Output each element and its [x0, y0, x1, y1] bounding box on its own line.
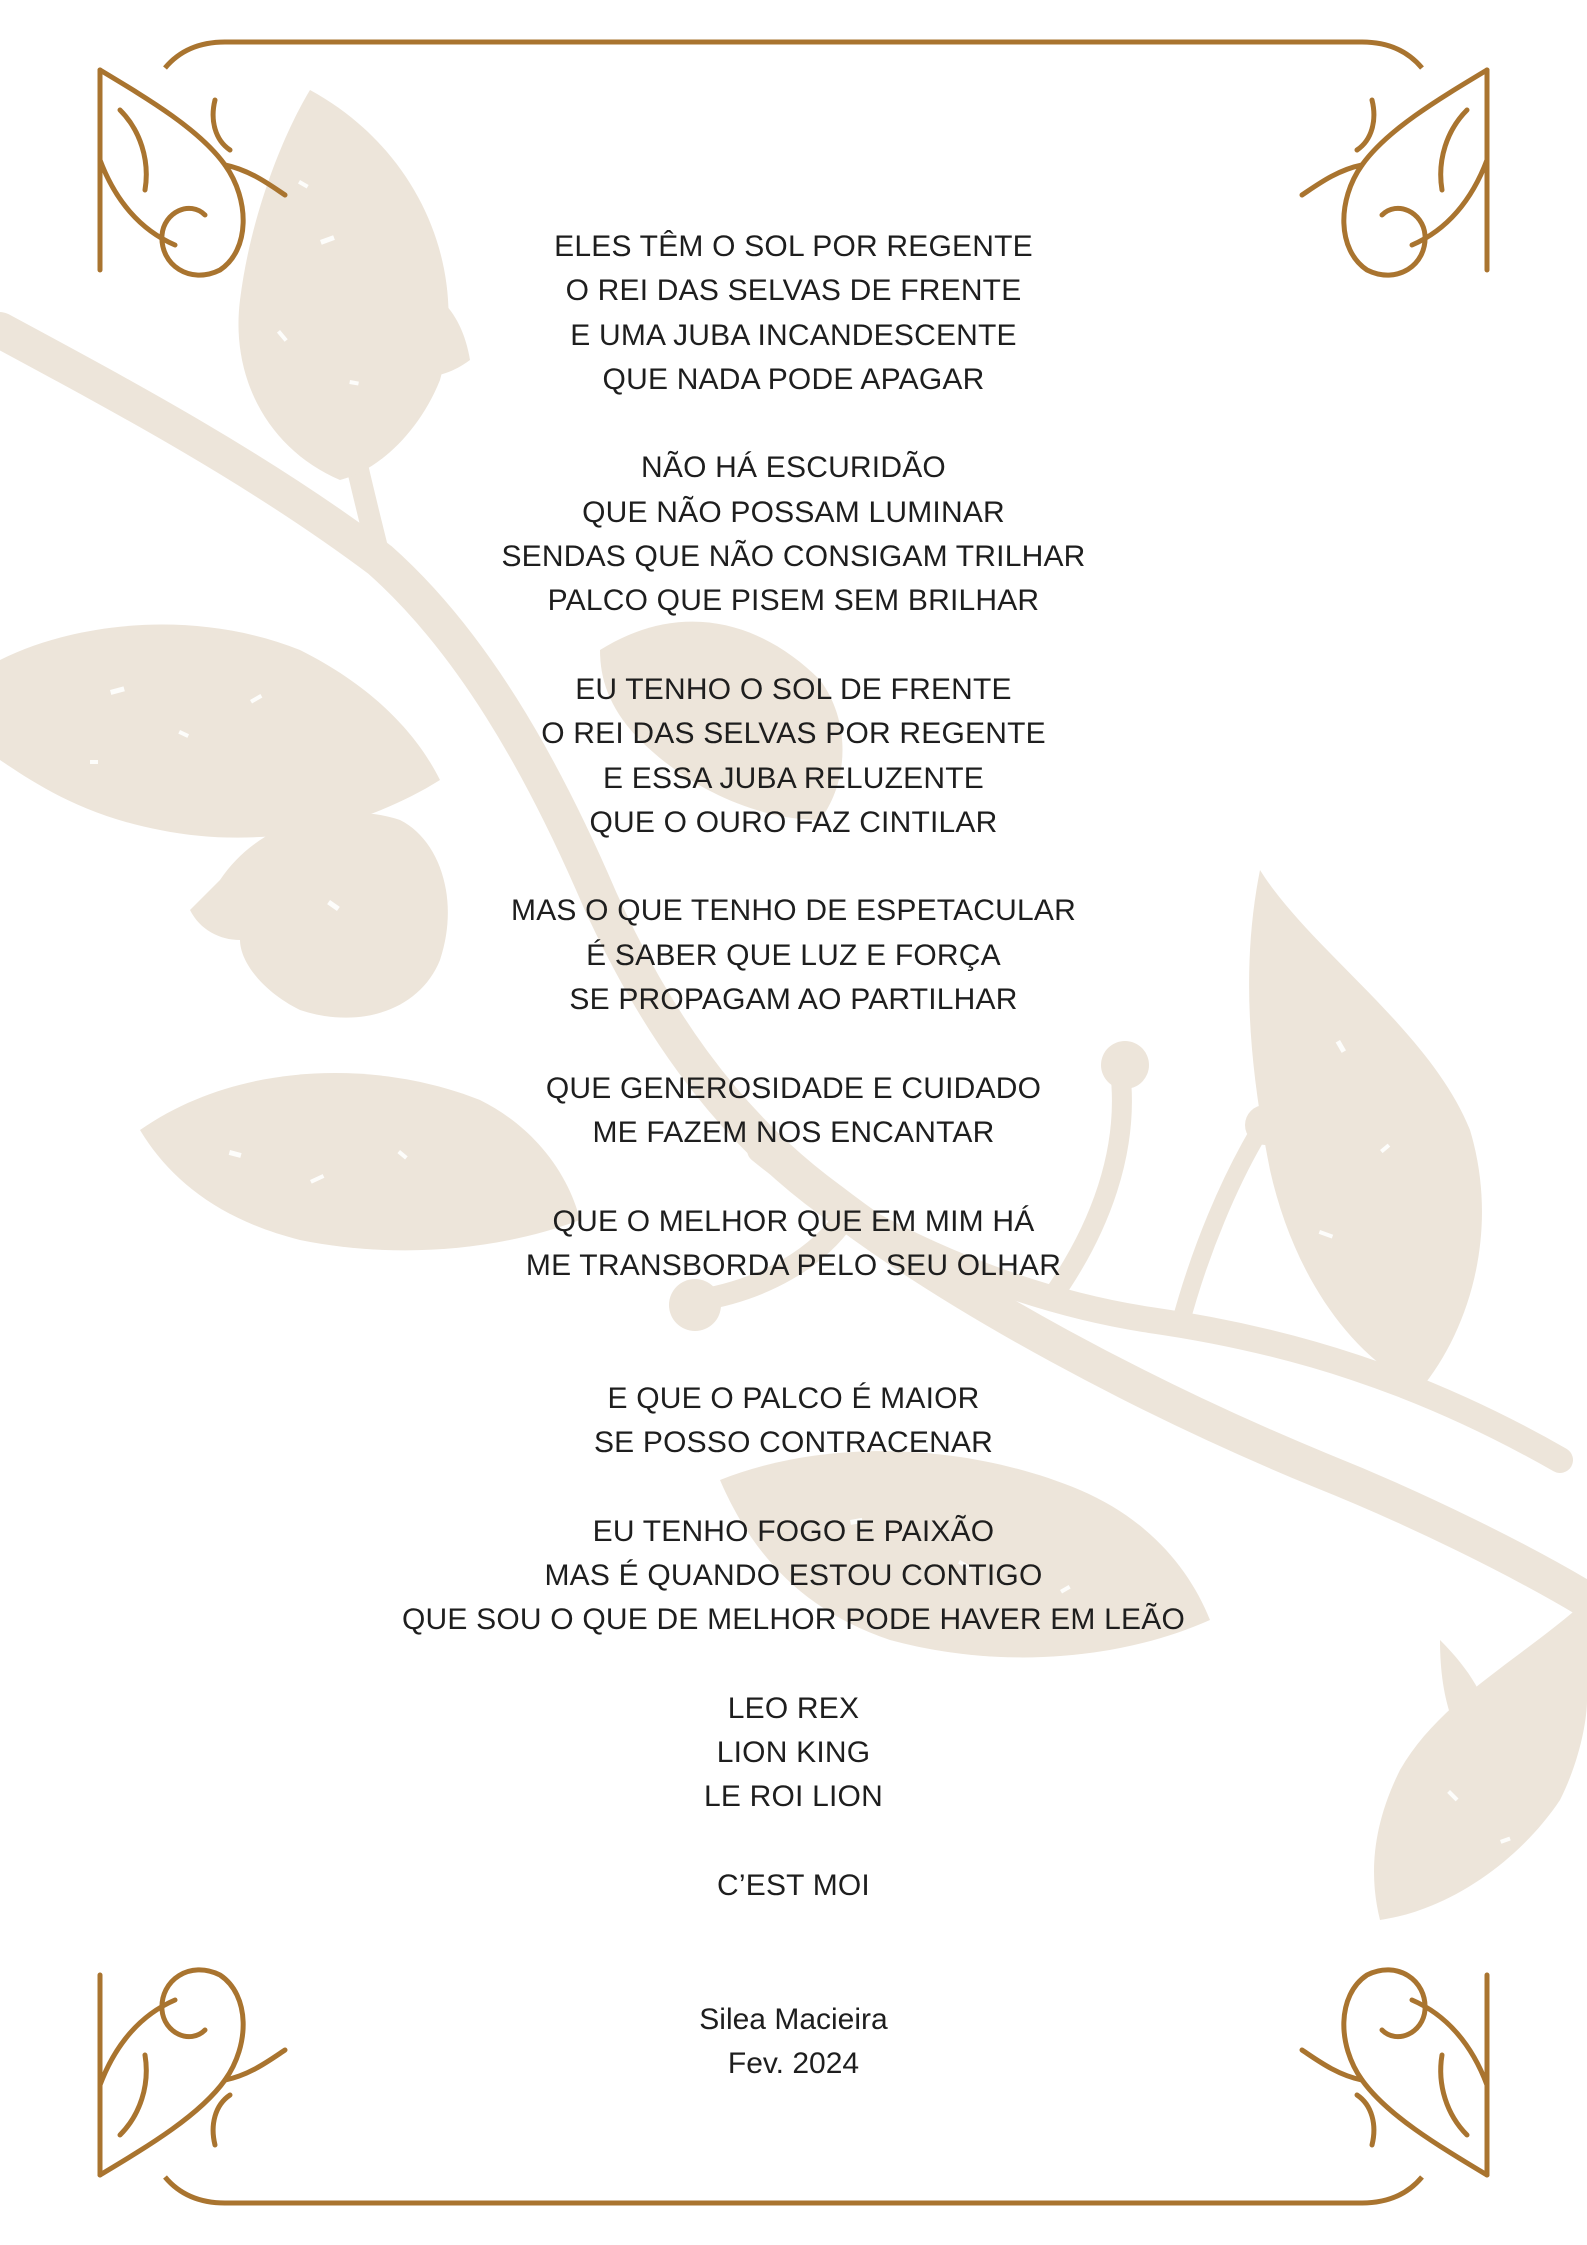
- poem-line: QUE O OURO FAZ CINTILAR: [589, 805, 998, 839]
- poem-line: LE ROI LION: [704, 1780, 883, 1814]
- poem-line: É SABER QUE LUZ E FORÇA: [586, 938, 1001, 972]
- poem-date: Fev. 2024: [727, 2047, 860, 2080]
- poem-line: LEO REX: [727, 1691, 860, 1725]
- poem-line: QUE O MELHOR QUE EM MIM HÁ: [552, 1204, 1035, 1238]
- poem-line: ME TRANSBORDA PELO SEU OLHAR: [525, 1248, 1062, 1282]
- poem-line: QUE NÃO POSSAM LUMINAR: [582, 495, 1005, 529]
- poem-line: O REI DAS SELVAS DE FRENTE: [565, 274, 1022, 308]
- poem-line: O REI DAS SELVAS POR REGENTE: [541, 717, 1046, 751]
- poem-line: ME FAZEM NOS ENCANTAR: [592, 1115, 995, 1149]
- poem-line: QUE SOU O QUE DE MELHOR PODE HAVER EM LEÃO: [402, 1603, 1185, 1637]
- poem-stanza: [0, 225, 1587, 402]
- poem-line: EU TENHO FOGO E PAIXÃO: [592, 1514, 995, 1548]
- poem-stanza: [0, 668, 1587, 845]
- poem-line: E ESSA JUBA RELUZENTE: [603, 761, 984, 795]
- poem-line: SENDAS QUE NÃO CONSIGAM TRILHAR: [501, 540, 1086, 574]
- poem-line: E UMA JUBA INCANDESCENTE: [570, 318, 1017, 352]
- author-name: Silea Macieira: [699, 2003, 888, 2036]
- poem-line: E QUE O PALCO É MAIOR: [607, 1381, 980, 1415]
- poem-line: ELES TÊM O SOL POR REGENTE: [554, 230, 1033, 263]
- signature-block: [0, 1998, 1587, 2086]
- poem-stanza: [0, 1687, 1587, 1820]
- poem-line: C’EST MOI: [717, 1868, 870, 1902]
- poem-line: LION KING: [716, 1736, 871, 1770]
- poem-stanza: [0, 1510, 1587, 1643]
- poem-stanza: [0, 1377, 1587, 1466]
- poem-stanza: [0, 889, 1587, 1022]
- poem-body: [0, 225, 1587, 1953]
- poem-stanza: [0, 1067, 1587, 1156]
- poem-line: QUE GENEROSIDADE E CUIDADO: [545, 1071, 1042, 1105]
- poem-line: NÃO HÁ ESCURIDÃO: [641, 451, 946, 485]
- poem-line: SE PROPAGAM AO PARTILHAR: [569, 983, 1018, 1017]
- poem-line: PALCO QUE PISEM SEM BRILHAR: [547, 584, 1040, 618]
- poem-line: QUE NADA PODE APAGAR: [602, 362, 985, 396]
- poem-line: SE POSSO CONTRACENAR: [593, 1426, 994, 1460]
- poem-stanza: [0, 1200, 1587, 1289]
- poem-line: MAS É QUANDO ESTOU CONTIGO: [544, 1558, 1043, 1592]
- poem-stanza: [0, 1864, 1587, 1908]
- poem-stanza: [0, 446, 1587, 623]
- poem-line: EU TENHO O SOL DE FRENTE: [575, 672, 1012, 706]
- poem-line: MAS O QUE TENHO DE ESPETACULAR: [511, 894, 1076, 928]
